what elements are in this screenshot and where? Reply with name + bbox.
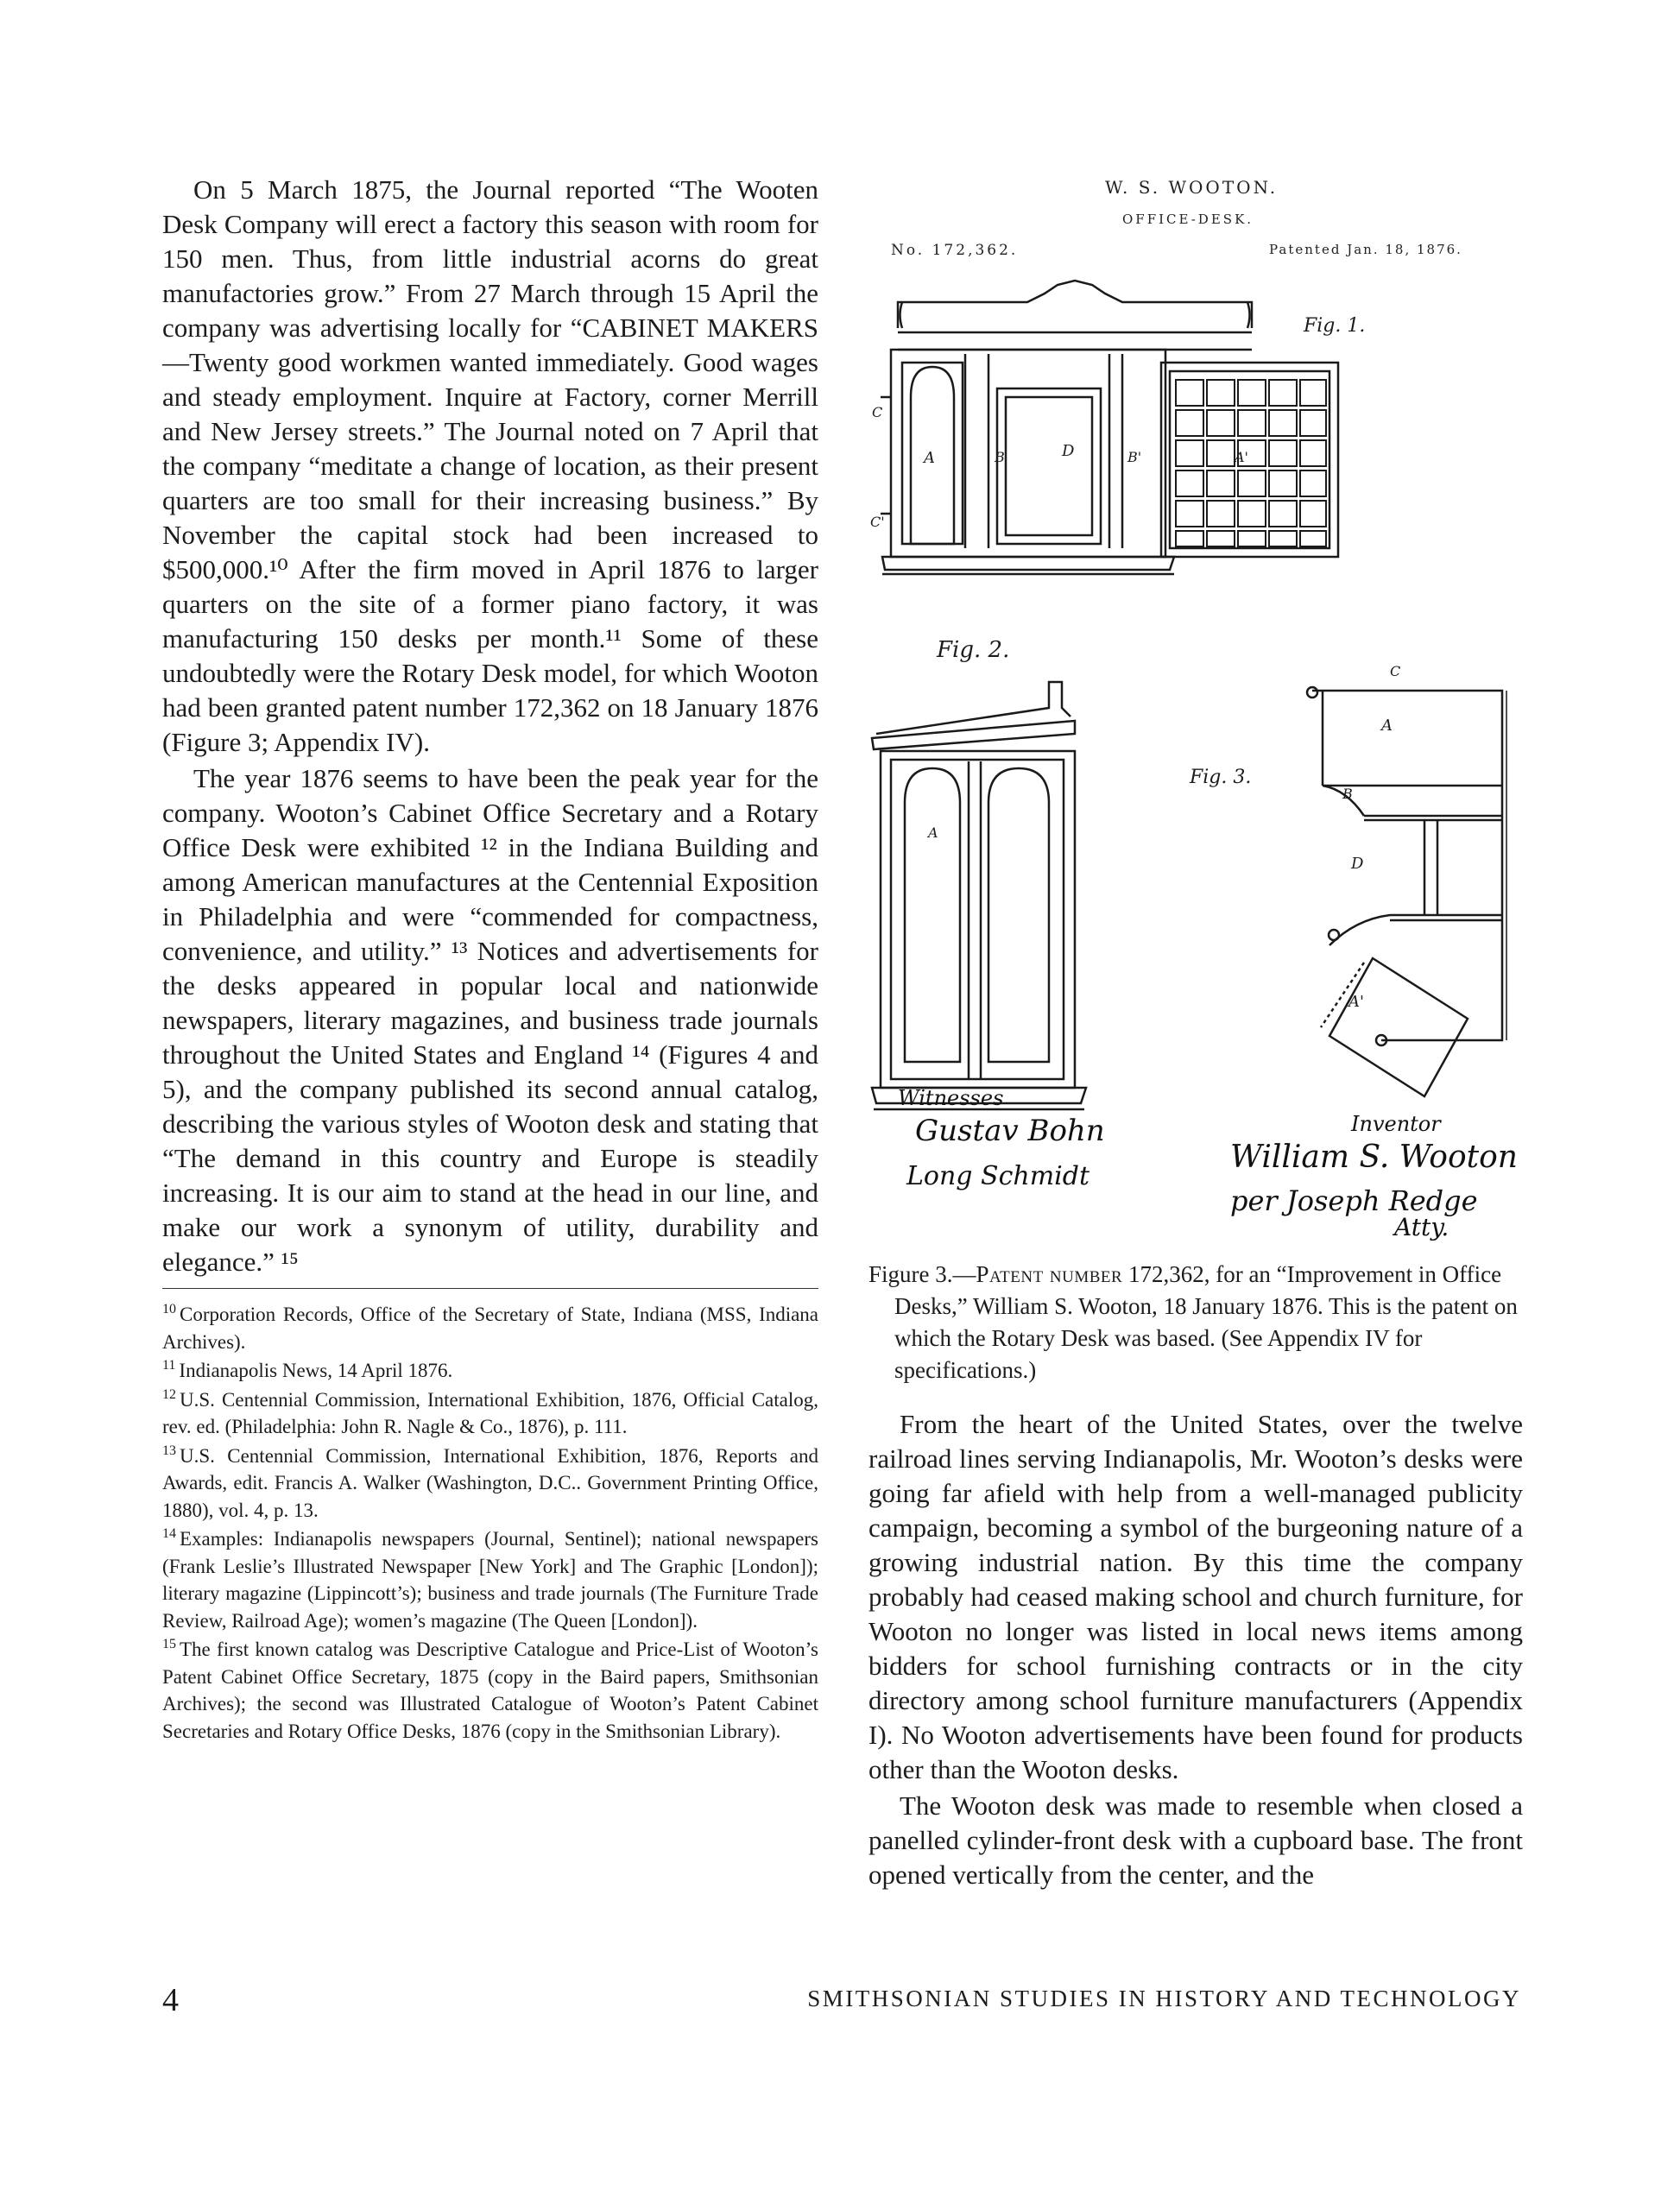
footnote: $^{15}$ The first known catalog was Descriptive Catalogue and Price-List of Wooton’s Patent Cabinet Office Secretary, 1875 (copy in the Baird papers, Smithsonian Archives); the second was Illustrated Catalogue of Wooton’s Patent Cabinet Secretaries and Rotary Office Desks, 1876 (copy in the Smithsonian Library).: [162, 1637, 818, 1742]
attorney-signature: per Joseph Redge: [1230, 1184, 1478, 1217]
attorney-label: Atty.: [1394, 1213, 1449, 1241]
footnote: $^{13}$ U.S. Centennial Commission, International Exhibition, 1876, Reports and Awards, edit. Francis A. Walker (Washington, D.C.. Government Printing Office, 1880), vol. 4, p. 13.: [162, 1443, 818, 1521]
body-paragraph: On 5 March 1875, the Journal reported “The Wooten Desk Company will erect a factory this season with room for 150 men. Thus, from little industrial acorns do great manufactories grow.” From 27 March through 15 April the company was advertising locally for “CABINET MAKERS—Twenty good workmen wanted immediately. Good wages and steady employment. Inquire at Factory, corner Merrill and New Jersey streets.” The Journal noted on 7 April that the company “meditate a change of location, as their present quarters are too small for their increasing business.” By November the capital stock had been increased to $500,000.¹⁰ After the firm moved in April 1876 to larger quarters on the site of a former piano factory, it was manufacturing 150 desks per month.¹¹ Some of these undoubtedly were the Rotary Desk model, for which Wooton had been granted patent number 172,362 on 18 January 1876 (Figure 3; Appendix IV).: [162, 174, 818, 757]
witness-signature-2: Long Schmidt: [906, 1161, 1090, 1191]
footnote: $^{11}$ Indianapolis News, 14 April 1876.: [162, 1358, 453, 1381]
patent-inventor: W. S. WOOTON.: [1105, 177, 1279, 198]
footnote: $^{10}$ Corporation Records, Office of the Secretary of State, Indiana (MSS, Indiana Archives).: [162, 1302, 818, 1353]
fig3-drawing: [1307, 687, 1506, 1096]
body-paragraph: The Wooton desk was made to resemble when closed a panelled cylinder-front desk with a cupboard base. The front opened vertically from the center, and the: [868, 1790, 1523, 1890]
letter-c1: C': [870, 514, 885, 530]
footnotes: [162, 1301, 818, 1745]
page-number: 4: [162, 1982, 179, 2018]
running-head: SMITHSONIAN STUDIES IN HISTORY AND TECHNOLOGY: [807, 1986, 1521, 2011]
patent-title: OFFICE-DESK.: [1122, 212, 1254, 227]
figure-caption-block: [868, 1259, 1523, 1386]
fig2-drawing: [872, 682, 1086, 1109]
witness-signature-1: Gustav Bohn: [915, 1114, 1105, 1148]
fig3-letter-d: D: [1351, 855, 1364, 873]
witnesses-label: Witnesses: [898, 1086, 1004, 1110]
letter-b1: B': [1127, 449, 1142, 465]
figure-caption: Figure 3.—Patent number 172,362, for an “Improvement in Office Desks,” William S. Wooton, 18 January 1876. This is the patent on which the Rotary Desk was based. (See Appendix IV for specifications.): [868, 1261, 1518, 1383]
right-column: [868, 1407, 1523, 1892]
letter-a: A: [924, 449, 935, 467]
letter-b: B: [995, 449, 1005, 465]
fig1-pigeonholes: [1176, 380, 1326, 546]
footnote: $^{14}$ Examples: Indianapolis newspapers (Journal, Sentinel); national newspapers (Frank Leslie’s Illustrated Newspaper [New York] and The Graphic [London]); literary magazine (Lippincott’s); business and trade journals (The Furniture Trade Review, Railroad Age); women’s magazine (The Queen [London]).: [162, 1526, 818, 1632]
fig3-letter-a1: A': [1348, 993, 1364, 1011]
fig3-letter-b: B: [1342, 786, 1353, 802]
fig3-letter-a: A: [1381, 717, 1393, 735]
inventor-signature: William S. Wooton: [1230, 1140, 1518, 1175]
letter-d: D: [1062, 442, 1075, 460]
fig2-letter-a: A: [928, 824, 938, 841]
body-paragraph: From the heart of the United States, over the twelve railroad lines serving Indianapolis, Mr. Wooton’s desks were going far afield with help from a well-managed publicity campaign, becoming a symbol of the burgeoning nature of a growing industrial nation. By this time the company probably had ceased making school and church furniture, for Wooton no longer was listed in local news items among bidders for school furnishing contracts or in the city directory among school furniture manufacturers (Appendix I). No Wooton advertisements have been found for products other than the Wooton desks.: [868, 1409, 1523, 1784]
footnote-rule: [162, 1288, 818, 1289]
left-column: [162, 173, 818, 1745]
footnote: $^{12}$ U.S. Centennial Commission, International Exhibition, 1876, Official Catalog, rev. ed. (Philadelphia: John R. Nagle & Co., 1876), p. 111.: [162, 1386, 818, 1437]
fig2-label: Fig. 2.: [937, 637, 1010, 663]
inventor-label: Inventor: [1351, 1112, 1441, 1136]
fig3-label: Fig. 3.: [1190, 767, 1252, 788]
body-paragraph: The year 1876 seems to have been the peak year for the company. Wooton’s Cabinet Office Secretary and a Rotary Office Desk were exhibited ¹² in the Indiana Building and among American manufactures at the Centennial Exposition in Philadelphia and were “commended for compactness, convenience, and utility.” ¹³ Notices and advertisements for the desks appeared in popular local and nationwide newspapers, literary magazines, and business trade journals throughout the United States and England ¹⁴ (Figures 4 and 5), and the company published its second annual catalog, describing the various styles of Wooton desk and stating that “The demand in this country and Europe is steadily increasing. It is our aim to stand at the head in our line, and make our work a synonym of utility, durability and elegance.” ¹⁵: [162, 763, 818, 1277]
fig1-label: Fig. 1.: [1304, 315, 1366, 337]
letter-a1: A': [1235, 449, 1248, 465]
patent-date: Patented Jan. 18, 1876.: [1269, 242, 1462, 257]
letter-c: C: [872, 404, 883, 420]
patent-number: No. 172,362.: [891, 242, 1019, 259]
fig3-letter-c: C: [1390, 663, 1401, 679]
